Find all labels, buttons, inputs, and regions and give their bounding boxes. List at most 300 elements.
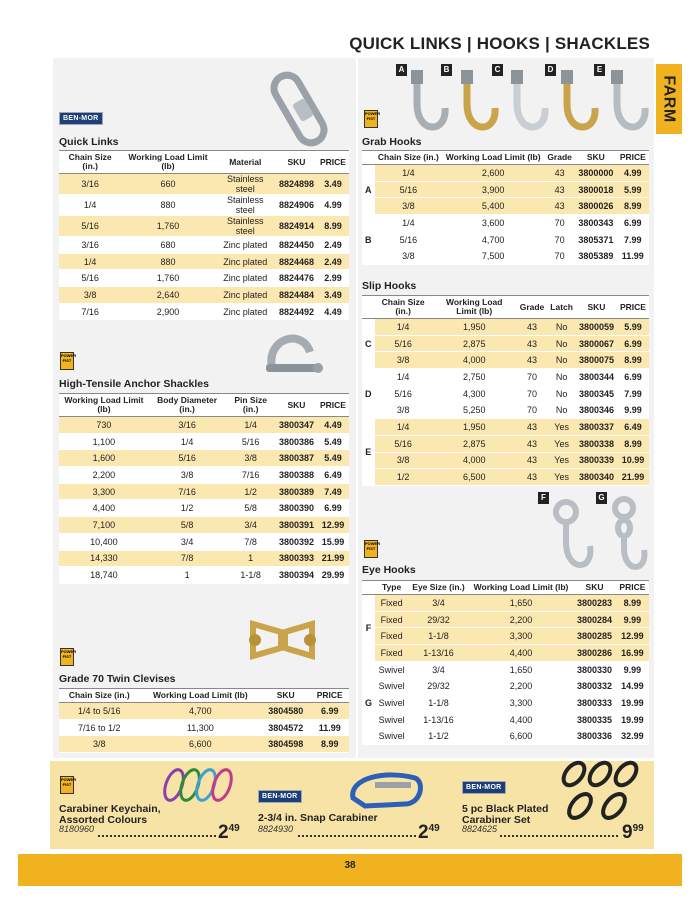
table-cell: 1/4 <box>149 433 225 450</box>
table-cell: 5/16 <box>225 433 276 450</box>
table-cell: 5/16 <box>375 335 432 352</box>
table-cell: 3/8 <box>375 352 432 369</box>
table-cell: 5,400 <box>442 198 544 215</box>
table-cell: 6.99 <box>617 335 649 352</box>
table-cell: Fixed <box>375 645 408 662</box>
table-row <box>59 567 349 584</box>
table-cell: 9.99 <box>616 661 649 678</box>
table-cell: 43 <box>544 181 575 198</box>
table-row <box>362 728 649 745</box>
table-cell: Swivel <box>375 711 408 728</box>
table-cell: 1/4 <box>375 419 432 436</box>
group-header <box>362 296 375 319</box>
table-cell: Stainless steel <box>215 195 276 216</box>
table-cell: 12.99 <box>317 517 349 534</box>
table-cell: 5/8 <box>149 517 225 534</box>
promo-sku: 8180960 <box>59 824 95 834</box>
table-cell: 3/4 <box>408 595 469 612</box>
table-cell: 1-13/16 <box>408 711 469 728</box>
table-cell: 1/4 <box>59 195 121 216</box>
table-cell: 6.99 <box>617 215 649 232</box>
table-cell: 11,300 <box>140 719 261 736</box>
table-cell: 8.99 <box>310 736 349 753</box>
table-cell: 2,200 <box>469 678 573 695</box>
column-header: PRICE <box>617 296 649 319</box>
benmor-logo: BEN-MOR <box>59 112 103 125</box>
group-header <box>362 151 375 165</box>
table-cell: Swivel <box>375 678 408 695</box>
table-cell: 5/16 <box>59 216 121 237</box>
table-row <box>362 678 649 695</box>
grab-hook-letter: E <box>594 64 605 76</box>
grab-hooks-title: Grab Hooks <box>362 136 422 148</box>
table-row <box>59 550 349 567</box>
table-cell: 7,100 <box>59 517 149 534</box>
table-cell: 43 <box>544 165 575 182</box>
table-cell: No <box>547 319 576 336</box>
column-header: Grade <box>544 151 575 165</box>
table-cell: 43 <box>517 335 548 352</box>
table-cell: 8824468 <box>276 253 317 270</box>
table-cell: 1,600 <box>59 450 149 467</box>
column-header: Working Load Limit (lb) <box>469 581 573 595</box>
table-cell: 11.99 <box>310 719 349 736</box>
table-cell: 880 <box>121 253 214 270</box>
table-cell: Stainless steel <box>215 174 276 195</box>
table-cell: 70 <box>517 385 548 402</box>
table-cell: 3/4 <box>225 517 276 534</box>
table-cell: 19.99 <box>616 711 649 728</box>
table-cell: 8.99 <box>617 198 649 215</box>
table-cell: 1,760 <box>121 270 214 287</box>
table-cell: 3,300 <box>59 483 149 500</box>
table-cell: 2,600 <box>442 165 544 182</box>
promo-title: 5 pc Black Plated Carabiner Set <box>462 803 549 826</box>
powerfist-logo: POWER FIST <box>60 352 74 370</box>
table-cell: 1/4 <box>59 253 121 270</box>
table-cell: 730 <box>59 417 149 434</box>
table-cell: 4,000 <box>432 452 517 469</box>
table-cell: 18,740 <box>59 567 149 584</box>
table-cell: 21.99 <box>617 469 649 486</box>
table-cell: 3800283 <box>573 595 616 612</box>
table-row <box>362 645 649 662</box>
table-cell: 3/16 <box>59 237 121 254</box>
powerfist-logo: POWER FIST <box>60 776 74 794</box>
table-cell: Zinc plated <box>215 253 276 270</box>
table-cell: 3800075 <box>576 352 617 369</box>
eye-hooks-image <box>540 494 652 578</box>
table-cell: Stainless steel <box>215 216 276 237</box>
column-header: PRICE <box>317 394 349 417</box>
promo-dots <box>298 835 416 837</box>
table-cell: 7/16 to 1/2 <box>59 719 140 736</box>
group-label: C <box>362 319 375 369</box>
slip-hooks-table <box>362 295 649 486</box>
benmor-logo: BEN-MOR <box>258 790 302 803</box>
table-cell: 3/16 <box>149 417 225 434</box>
table-cell: 660 <box>121 174 214 195</box>
promo-title: 2-3/4 in. Snap Carabiner <box>258 812 378 824</box>
table-row <box>59 270 349 287</box>
table-cell: 1 <box>149 567 225 584</box>
table-cell: Fixed <box>375 611 408 628</box>
column-header: SKU <box>276 151 317 174</box>
table-cell: 3/8 <box>375 248 443 265</box>
promo-dots <box>98 835 216 837</box>
table-cell: 3,300 <box>469 695 573 712</box>
table-cell: 3805389 <box>575 248 617 265</box>
table-cell: 3800330 <box>573 661 616 678</box>
table-cell: 5/16 <box>59 270 121 287</box>
table-cell: 3800388 <box>276 467 317 484</box>
table-cell: 3800000 <box>575 165 617 182</box>
table-cell: 4,700 <box>140 703 261 720</box>
grab-hook-letter: D <box>545 64 556 76</box>
table-cell: 14.99 <box>616 678 649 695</box>
table-cell: 7/8 <box>149 550 225 567</box>
table-cell: 6,600 <box>140 736 261 753</box>
table-cell: 4,700 <box>442 231 544 248</box>
table-cell: 3800394 <box>276 567 317 584</box>
table-cell: 5/16 <box>375 181 443 198</box>
table-cell: 21.99 <box>317 550 349 567</box>
table-cell: 9.99 <box>616 611 649 628</box>
table-cell: 2,750 <box>432 369 517 386</box>
table-row <box>362 369 649 386</box>
table-cell: 7/8 <box>225 533 276 550</box>
table-cell: 1-1/8 <box>225 567 276 584</box>
table-cell: 3800026 <box>575 198 617 215</box>
table-cell: 11.99 <box>617 248 649 265</box>
table-cell: 3800340 <box>576 469 617 486</box>
table-cell: 5,250 <box>432 402 517 419</box>
table-cell: 3804572 <box>261 719 310 736</box>
table-cell: 43 <box>517 452 548 469</box>
table-cell: 1/4 <box>375 165 443 182</box>
table-cell: 3/4 <box>149 533 225 550</box>
table-cell: 3800067 <box>576 335 617 352</box>
table-row <box>362 469 649 486</box>
table-cell: 3/8 <box>375 452 432 469</box>
table-cell: 4.99 <box>317 195 349 216</box>
table-cell: 1/4 <box>375 369 432 386</box>
table-row <box>59 287 349 304</box>
table-cell: 5.99 <box>617 181 649 198</box>
table-cell: 4.99 <box>617 165 649 182</box>
table-cell: 3.49 <box>317 287 349 304</box>
promo-price: $2^{49}$ <box>418 822 440 843</box>
promo-price: $9^{99}$ <box>622 822 644 843</box>
table-row <box>362 611 649 628</box>
table-row <box>362 198 649 215</box>
table-cell: 16.99 <box>616 645 649 662</box>
table-cell: 1,100 <box>59 433 149 450</box>
benmor-logo: BEN-MOR <box>462 781 506 794</box>
page-header-title: QUICK LINKS | HOOKS | SHACKLES <box>349 34 650 53</box>
table-cell: 3804598 <box>261 736 310 753</box>
table-cell: 70 <box>517 369 548 386</box>
table-cell: 3800335 <box>573 711 616 728</box>
table-cell: 3,600 <box>442 215 544 232</box>
table-row <box>59 216 349 237</box>
table-cell: 1/4 to 5/16 <box>59 703 140 720</box>
table-cell: 5/16 <box>375 435 432 452</box>
group-label: A <box>362 165 375 215</box>
table-cell: Yes <box>547 452 576 469</box>
table-cell: 3800286 <box>573 645 616 662</box>
table-cell: 2,875 <box>432 435 517 452</box>
table-cell: 43 <box>517 319 548 336</box>
table-cell: Swivel <box>375 728 408 745</box>
grab-hook-letter: B <box>441 64 452 76</box>
table-cell: 29.99 <box>317 567 349 584</box>
eye-hook-letter: F <box>538 492 549 504</box>
table-cell: 3800390 <box>276 500 317 517</box>
table-cell: 6.49 <box>317 467 349 484</box>
table-cell: 3/8 <box>375 402 432 419</box>
table-row <box>59 483 349 500</box>
table-cell: 680 <box>121 237 214 254</box>
table-cell: 3800345 <box>576 385 617 402</box>
table-cell: No <box>547 402 576 419</box>
table-cell: 8824476 <box>276 270 317 287</box>
table-row <box>362 628 649 645</box>
table-cell: 9.99 <box>617 402 649 419</box>
table-cell: 2.99 <box>317 270 349 287</box>
table-cell: 10,400 <box>59 533 149 550</box>
farm-tab-label: FARM <box>661 75 679 123</box>
table-cell: 70 <box>544 231 575 248</box>
table-cell: 3800344 <box>576 369 617 386</box>
table-cell: Zinc plated <box>215 303 276 320</box>
table-cell: 4,400 <box>59 500 149 517</box>
promo-sku: 8824930 <box>258 824 294 834</box>
table-cell: 1/4 <box>375 319 432 336</box>
table-cell: 6.99 <box>617 369 649 386</box>
table-cell: 7.99 <box>617 231 649 248</box>
table-row <box>59 500 349 517</box>
table-cell: 7.49 <box>317 483 349 500</box>
table-cell: No <box>547 352 576 369</box>
table-cell: 6.99 <box>310 703 349 720</box>
table-row <box>59 450 349 467</box>
table-row <box>59 433 349 450</box>
column-header: Working Load Limit (lb) <box>121 151 214 174</box>
table-cell: Fixed <box>375 628 408 645</box>
table-row <box>59 195 349 216</box>
table-cell: 3/4 <box>408 661 469 678</box>
table-cell: 6.99 <box>317 500 349 517</box>
table-cell: 43 <box>517 352 548 369</box>
column-header: SKU <box>573 581 616 595</box>
table-cell: 1/2 <box>375 469 432 486</box>
table-row <box>362 165 649 182</box>
table-cell: 3800285 <box>573 628 616 645</box>
column-header: Chain Size (in.) <box>59 151 121 174</box>
table-cell: 2,200 <box>469 611 573 628</box>
table-cell: 3/8 <box>59 736 140 753</box>
table-cell: Zinc plated <box>215 237 276 254</box>
table-cell: 1/4 <box>225 417 276 434</box>
table-cell: Fixed <box>375 595 408 612</box>
column-header: Chain Size (in.) <box>375 151 443 165</box>
anchor-shackles-table <box>59 393 349 584</box>
table-cell: 7.99 <box>617 385 649 402</box>
column-header: PRICE <box>310 689 349 703</box>
table-cell: 3800339 <box>576 452 617 469</box>
table-cell: 3,900 <box>442 181 544 198</box>
table-row <box>59 417 349 434</box>
column-header: PRICE <box>617 151 649 165</box>
carabiner-set-image <box>556 760 650 824</box>
table-cell: 3800387 <box>276 450 317 467</box>
table-cell: 1,650 <box>469 595 573 612</box>
table-cell: 3800343 <box>575 215 617 232</box>
table-cell: 3800337 <box>576 419 617 436</box>
table-cell: 4,000 <box>432 352 517 369</box>
table-cell: 15.99 <box>317 533 349 550</box>
table-cell: 3800332 <box>573 678 616 695</box>
table-cell: 43 <box>517 419 548 436</box>
column-header: Working Load Limit (lb) <box>442 151 544 165</box>
table-cell: 3800338 <box>576 435 617 452</box>
table-row <box>362 452 649 469</box>
table-cell: 2.49 <box>317 253 349 270</box>
table-cell: 4.49 <box>317 303 349 320</box>
table-row <box>362 661 649 678</box>
table-cell: 19.99 <box>616 695 649 712</box>
table-cell: 5.99 <box>617 319 649 336</box>
table-cell: 3800336 <box>573 728 616 745</box>
eye-hooks-title: Eye Hooks <box>362 564 416 576</box>
table-cell: 1,650 <box>469 661 573 678</box>
column-header: SKU <box>261 689 310 703</box>
table-cell: 4,300 <box>432 385 517 402</box>
table-cell: 1-13/16 <box>408 645 469 662</box>
column-header: Eye Size (in.) <box>408 581 469 595</box>
table-cell: 32.99 <box>616 728 649 745</box>
table-cell: 3,300 <box>469 628 573 645</box>
table-cell: 1/2 <box>149 500 225 517</box>
table-cell: 5.49 <box>317 433 349 450</box>
column-header: PRICE <box>616 581 649 595</box>
table-cell: 5/16 <box>149 450 225 467</box>
table-cell: No <box>547 335 576 352</box>
table-cell: No <box>547 385 576 402</box>
table-row <box>59 174 349 195</box>
column-header: Latch <box>547 296 576 319</box>
table-cell: 6,600 <box>469 728 573 745</box>
table-cell: 3800346 <box>576 402 617 419</box>
promo-title: Carabiner Keychain, Assorted Colours <box>59 803 161 826</box>
table-cell: 1,760 <box>121 216 214 237</box>
table-cell: 8824450 <box>276 237 317 254</box>
grab-hooks-image <box>395 64 655 144</box>
powerfist-logo: POWER FIST <box>364 110 378 128</box>
table-cell: 1/4 <box>375 215 443 232</box>
table-cell: 4.49 <box>317 417 349 434</box>
carabiner-keychain-image <box>160 765 240 805</box>
table-cell: 2,900 <box>121 303 214 320</box>
quick-links-table <box>59 150 349 320</box>
column-header: Working Load Limit (lb) <box>140 689 261 703</box>
table-cell: 8824914 <box>276 216 317 237</box>
table-row <box>362 695 649 712</box>
grab-hooks-table <box>362 150 649 265</box>
table-cell: 6,500 <box>432 469 517 486</box>
table-row <box>59 533 349 550</box>
table-cell: Swivel <box>375 661 408 678</box>
anchor-shackles-title: High-Tensile Anchor Shackles <box>59 378 209 390</box>
table-cell: 8824906 <box>276 195 317 216</box>
table-cell: No <box>547 369 576 386</box>
table-row <box>59 703 349 720</box>
table-cell: 3/8 <box>59 287 121 304</box>
table-cell: Yes <box>547 435 576 452</box>
table-cell: 5.49 <box>317 450 349 467</box>
column-header: Chain Size (in.) <box>375 296 432 319</box>
table-cell: 3800393 <box>276 550 317 567</box>
snap-carabiner-image <box>345 768 425 812</box>
table-row <box>362 419 649 436</box>
table-cell: 4,400 <box>469 711 573 728</box>
table-row <box>59 467 349 484</box>
table-row <box>59 303 349 320</box>
table-cell: 880 <box>121 195 214 216</box>
table-cell: 8.99 <box>616 595 649 612</box>
table-cell: 3800392 <box>276 533 317 550</box>
table-cell: 3800333 <box>573 695 616 712</box>
twin-clevis-image <box>245 612 320 667</box>
table-cell: 3800389 <box>276 483 317 500</box>
table-cell: 5/16 <box>375 385 432 402</box>
table-cell: Zinc plated <box>215 287 276 304</box>
table-row <box>362 711 649 728</box>
table-cell: 1,950 <box>432 419 517 436</box>
table-cell: 70 <box>544 248 575 265</box>
group-label: B <box>362 215 375 265</box>
quick-link-image <box>270 64 350 154</box>
table-cell: 1/2 <box>225 483 276 500</box>
table-row <box>362 385 649 402</box>
column-header: Chain Size (in.) <box>59 689 140 703</box>
promo-price: $2^{49}$ <box>218 822 240 843</box>
table-cell: 6.49 <box>617 419 649 436</box>
group-label: F <box>362 595 375 662</box>
table-cell: Zinc plated <box>215 270 276 287</box>
table-cell: 5/16 <box>375 231 443 248</box>
table-cell: 2.49 <box>317 237 349 254</box>
farm-tab[interactable] <box>656 64 682 134</box>
table-row <box>362 319 649 336</box>
table-cell: 14,330 <box>59 550 149 567</box>
column-header: Pin Size (in.) <box>225 394 276 417</box>
table-row <box>362 352 649 369</box>
column-header: Working Load Limit (lb) <box>59 394 149 417</box>
table-cell: Swivel <box>375 695 408 712</box>
table-cell: 43 <box>544 198 575 215</box>
table-row <box>362 231 649 248</box>
table-row <box>362 181 649 198</box>
table-cell: 2,200 <box>59 467 149 484</box>
table-cell: 7/16 <box>225 467 276 484</box>
table-cell: 8824898 <box>276 174 317 195</box>
table-cell: 43 <box>517 469 548 486</box>
table-row <box>59 237 349 254</box>
table-cell: 7/16 <box>59 303 121 320</box>
column-header: SKU <box>576 296 617 319</box>
